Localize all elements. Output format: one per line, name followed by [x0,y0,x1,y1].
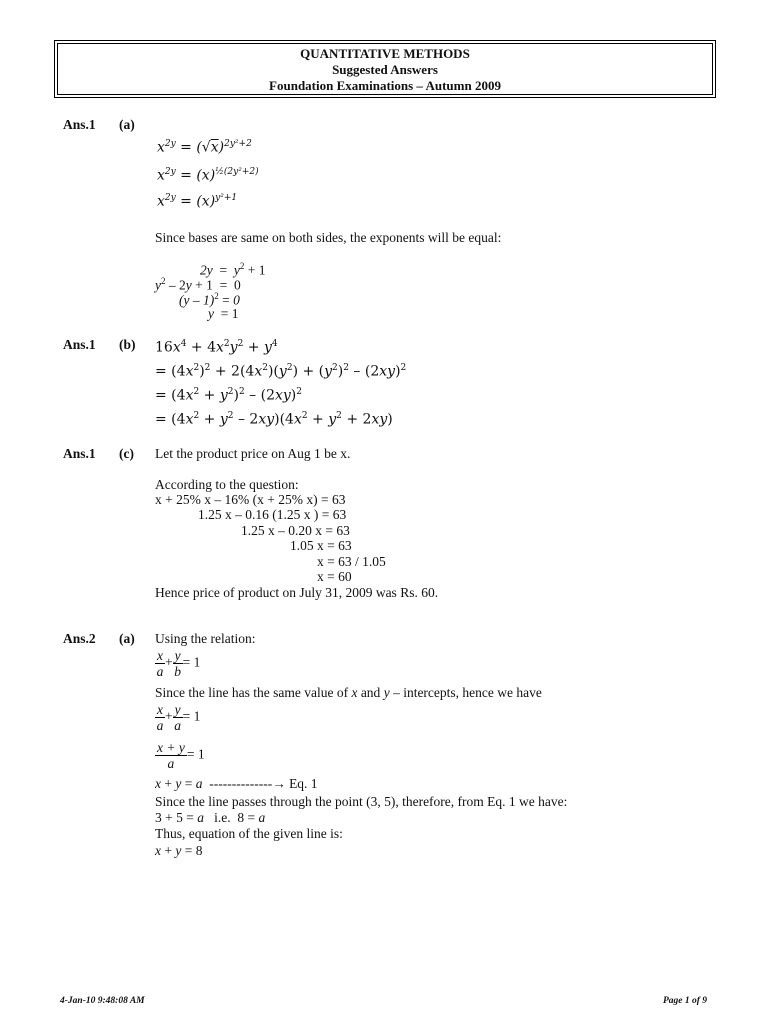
footer-page-number: Page 1 of 9 [662,996,707,1006]
footer-timestamp: 4-Jan-10 9:48:08 AM [60,996,145,1006]
answer-part: (a) [119,117,135,132]
fraction-relation: $\frac{x}{a}$ + $\frac{y}{a}$ = 1 [156,702,201,733]
expression-line: = $(4x^2 + y^2 - 2xy)(4x^2 + y^2 + 2xy)$ [155,411,393,428]
intro-text: According to the question: [155,477,299,492]
answer-part: (a) [119,631,135,646]
equation-line: $x^{2y} = (√x)^{2y^2+2}$ [157,139,252,156]
answer-label: Ans.1 [63,337,96,352]
equation-line: x + y = a --------------→ Eq. 1 [155,776,318,791]
explanation-text: Since the line passes through the point (3, 5), therefore, from Eq. 1 we have: [155,794,568,809]
expression-line: = $(4x^2 + y^2)^2 - (2xy)^2$ [155,387,302,404]
solution-step: x = 63 / 1.05 [317,554,386,569]
solution-step: x = 60 [317,569,352,584]
fraction-relation: $\frac{x + y}{a}$ = 1 [157,740,205,771]
answer-label: Ans.1 [63,117,96,132]
header-subtitle: Suggested Answers [332,62,438,77]
expression-line: = $(4x^2)^2 + 2(4x^2)(y^2) + (y^2)^2 - (2xy)^2$ [155,363,407,380]
equation-step: (y – 1)$^2$ = 0 [179,291,240,308]
answer-part: (b) [119,337,136,352]
solution-step: 1.05 x = 63 [290,538,352,553]
answer-label: Ans.1 [63,446,96,461]
explanation-text: Thus, equation of the given line is: [155,826,343,841]
header-title: QUANTITATIVE METHODS [300,46,470,61]
final-equation: x + y = 8 [155,843,203,858]
intro-text: Let the product price on Aug 1 be x. [155,446,351,461]
equation-line: $x^{2y} = (x)^{y^2+1}$ [157,193,238,210]
document-header [57,43,713,95]
answer-part: (c) [119,446,134,461]
answer-label: Ans.2 [63,631,96,646]
header-exam: Foundation Examinations – Autumn 2009 [269,78,501,93]
conclusion-text: Hence price of product on July 31, 2009 was Rs. 60. [155,585,439,600]
equation-line: $x^{2y} = (x)^{\frac{1}{2}(2y^2+2)}$ [157,167,259,184]
equation-step: $y^2 - 2y + 1 = 0$ [155,276,241,293]
equation-step: y = 1 [208,306,239,321]
intro-text: Using the relation: [155,631,256,646]
equation-line: 3 + 5 = a i.e. 8 = a [155,810,266,825]
explanation-text: Since the line has the same value of x and y – intercepts, hence we have [155,685,542,700]
solution-step: x + 25% x – 16% (x + 25% x) = 63 [155,492,346,507]
solution-step: 1.25 x – 0.20 x = 63 [241,523,350,538]
fraction-relation: $\frac{x}{a}$ + $\frac{y}{b}$ = 1 [156,648,201,679]
solution-step: 1.25 x – 0.16 (1.25 x ) = 63 [198,507,347,522]
expression-line: $16x^4 + 4x^2y^2 + y^4$ [155,339,278,356]
equation-step: $2y = y^2 + 1$ [200,261,266,278]
explanation-text: Since bases are same on both sides, the exponents will be equal: [155,230,502,245]
